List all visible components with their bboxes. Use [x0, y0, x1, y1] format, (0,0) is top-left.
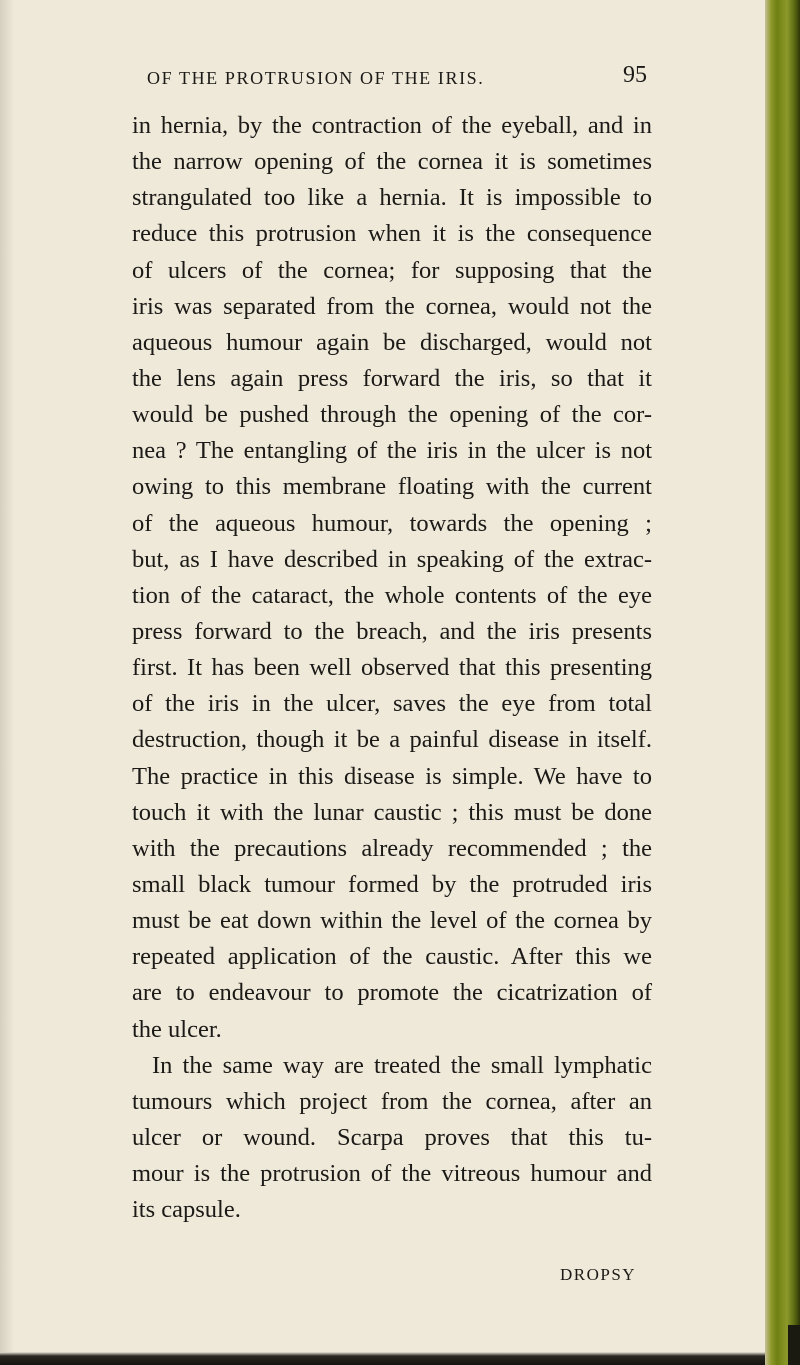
text-line: the narrow opening of the cornea it is sometimes — [132, 148, 652, 176]
text-line: first. It has been well observed that this presenting — [132, 654, 652, 682]
text-line: aqueous humour again be discharged, would not — [132, 328, 652, 356]
paragraph-1 — [132, 108, 652, 1048]
text-line: of the iris in the ulcer, saves the eye from total — [132, 690, 652, 718]
text-line: with the precautions already recommended ; the — [132, 834, 652, 862]
catchword: DROPSY — [560, 1265, 637, 1284]
text-line: in hernia, by the contraction of the eyeball, and in — [132, 112, 652, 139]
text-line: ulcer or wound. Scarpa proves that this tu- — [132, 1123, 652, 1151]
text-line: repeated application of the caustic. After this we — [132, 943, 652, 971]
text-line: tumours which project from the cornea, after an — [132, 1087, 652, 1115]
text-line: touch it with the lunar caustic ; this must be done — [132, 798, 652, 826]
book-binding-edge — [765, 0, 800, 1365]
text-line: In the same way are treated the small lymphatic — [152, 1051, 652, 1079]
text-line: tion of the cataract, the whole contents of the eye — [132, 581, 652, 609]
text-line: the lens again press forward the iris, so that it — [132, 364, 652, 392]
binding-corner-shadow — [788, 1325, 800, 1365]
text-line: would be pushed through the opening of the cor- — [132, 401, 652, 429]
text-line: must be eat down within the level of the cornea by — [132, 907, 652, 935]
text-line: its capsule. — [132, 1196, 241, 1224]
body-text — [132, 108, 652, 1228]
text-line: reduce this protrusion when it is the consequence — [132, 220, 652, 248]
text-line: mour is the protrusion of the vitreous humour and — [132, 1160, 652, 1188]
text-line: of ulcers of the cornea; for supposing that the — [132, 256, 652, 284]
text-line: are to endeavour to promote the cicatrization of — [132, 979, 652, 1007]
page-gutter-shadow — [0, 0, 14, 1365]
text-line: nea ? The entangling of the iris in the ulcer is not — [132, 437, 652, 465]
running-title: OF THE PROTRUSION OF THE IRIS. — [147, 68, 485, 88]
text-line: iris was separated from the cornea, would not the — [132, 292, 652, 320]
text-line: destruction, though it be a painful disease in itself. — [132, 726, 652, 754]
text-line: but, as I have described in speaking of the extrac- — [132, 545, 652, 573]
text-line: small black tumour formed by the protruded iris — [132, 870, 652, 898]
text-line: press forward to the breach, and the iris presents — [132, 617, 652, 645]
page-bottom-edge — [0, 1352, 765, 1365]
page-number: 95 — [623, 62, 647, 88]
text-line: strangulated too like a hernia. It is impossible to — [132, 184, 652, 212]
running-head — [147, 62, 647, 96]
text-line: of the aqueous humour, towards the opening ; — [132, 509, 652, 537]
text-line: owing to this membrane floating with the current — [132, 473, 652, 501]
paragraph-2 — [132, 1048, 652, 1229]
text-line: the ulcer. — [132, 1015, 222, 1043]
text-line: The practice in this disease is simple. We have to — [132, 762, 652, 790]
